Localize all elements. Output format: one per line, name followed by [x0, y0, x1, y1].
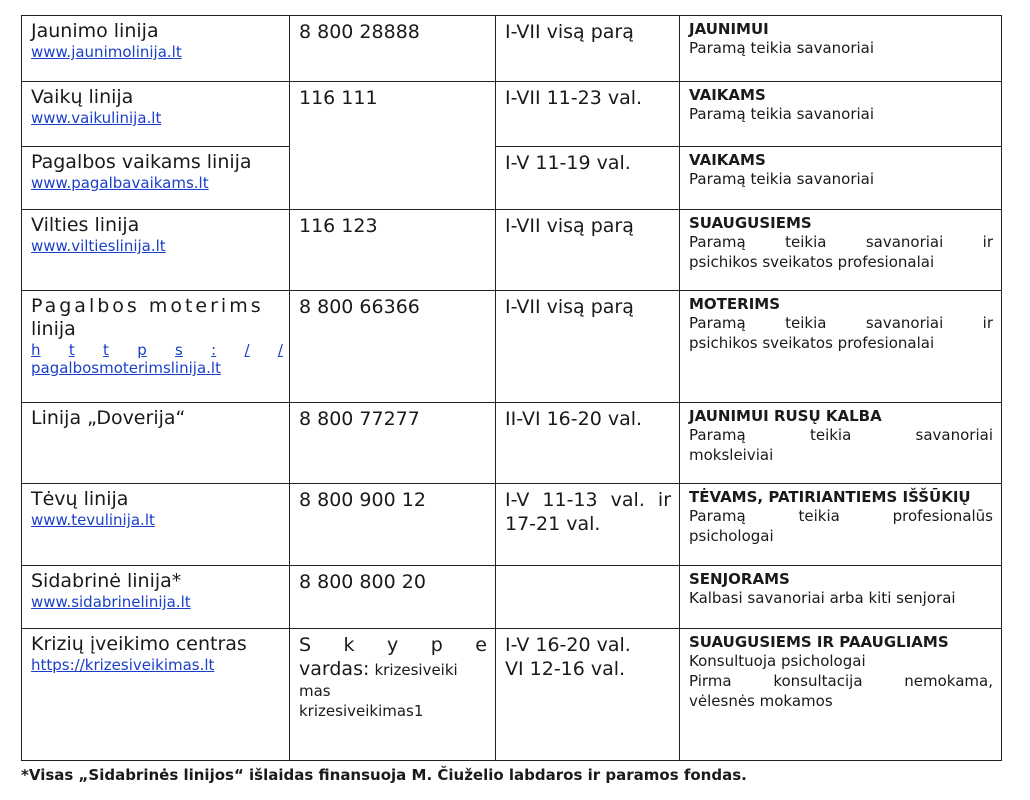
hours: VI 12-16 val. [505, 658, 626, 680]
line-link[interactable]: pagalbosmoterimslinija.lt [31, 359, 221, 377]
phone-number: 8 800 800 20 [299, 571, 426, 593]
line-name: Vilties linija [31, 214, 140, 236]
phone-number: 8 800 28888 [299, 21, 420, 43]
skype-label: S k y p e [299, 634, 487, 656]
line-name: Tėvų linija [31, 488, 129, 510]
hours: I-VII visą parą [505, 215, 634, 237]
audience-cell [680, 147, 1002, 210]
audience-description: Paramą teikia savanoriai [689, 105, 875, 123]
line-name-cell [22, 147, 290, 210]
phone-cell [290, 210, 496, 291]
line-name: Pagalbos moterims [31, 295, 264, 317]
table-row [22, 210, 1002, 291]
audience-description: Paramą teikia savanoriai ir [689, 233, 993, 251]
line-link[interactable]: www.jaunimolinija.lt [31, 43, 182, 61]
hours: I-V 16-20 val. [505, 634, 631, 656]
line-name: Krizių įveikimo centras [31, 633, 247, 655]
line-link[interactable]: https://krizesiveikimas.lt [31, 656, 215, 674]
audience-cell [680, 82, 1002, 147]
hours-cell [496, 403, 680, 484]
hours: I-VII visą parą [505, 21, 634, 43]
table-row [22, 484, 1002, 566]
phone-cell [290, 403, 496, 484]
table-row [22, 566, 1002, 629]
phone-cell [290, 484, 496, 566]
line-name-cell [22, 16, 290, 82]
skype-name: krizesiveikimas1 [299, 702, 424, 720]
phone-number: 116 111 [299, 87, 378, 109]
audience-description: Pirma konsultacija nemokama, [689, 672, 993, 690]
hours-cell [496, 629, 680, 761]
line-name: Vaikų linija [31, 86, 134, 108]
audience-description: Paramą teikia profesionalūs [689, 507, 993, 525]
phone-cell [290, 291, 496, 403]
hours-cell [496, 484, 680, 566]
hours-cell [496, 291, 680, 403]
audience-category: TĖVAMS, PATIRIANTIEMS IŠŠŪKIŲ [689, 488, 971, 506]
audience-description: Paramą teikia savanoriai ir [689, 314, 993, 332]
audience-description: psichikos sveikatos profesionalai [689, 253, 935, 271]
audience-description: Konsultuoja psichologai [689, 652, 866, 670]
line-name-cell [22, 566, 290, 629]
audience-cell [680, 629, 1002, 761]
line-name-cell [22, 291, 290, 403]
skype-name: mas [299, 682, 331, 700]
hours: I-V 11-19 val. [505, 152, 631, 174]
line-name-cell [22, 210, 290, 291]
audience-description: vėlesnės mokamos [689, 692, 833, 710]
line-link[interactable]: www.tevulinija.lt [31, 511, 155, 529]
audience-description: Paramą teikia savanoriai [689, 170, 875, 188]
hours-cell [496, 210, 680, 291]
audience-description: Paramą teikia savanoriai [689, 426, 993, 444]
table-row [22, 16, 1002, 82]
hours: 17-21 val. [505, 513, 601, 535]
audience-category: VAIKAMS [689, 151, 766, 169]
audience-category: VAIKAMS [689, 86, 766, 104]
line-link[interactable]: www.viltieslinija.lt [31, 237, 166, 255]
audience-description: psichologai [689, 527, 774, 545]
hours-cell [496, 566, 680, 629]
line-name: linija [31, 318, 76, 340]
line-link[interactable]: www.pagalbavaikams.lt [31, 174, 209, 192]
audience-cell [680, 210, 1002, 291]
audience-cell [680, 484, 1002, 566]
table-row [22, 82, 1002, 147]
audience-category: SUAUGUSIEMS [689, 214, 812, 232]
audience-cell [680, 566, 1002, 629]
audience-description: psichikos sveikatos profesionalai [689, 334, 935, 352]
audience-category: JAUNIMUI [689, 20, 769, 38]
audience-description: moksleiviai [689, 446, 774, 464]
line-link[interactable]: www.sidabrinelinija.lt [31, 593, 191, 611]
line-link[interactable]: www.vaikulinija.lt [31, 109, 162, 127]
hours: I-VII 11-23 val. [505, 87, 643, 109]
helplines-table [21, 15, 1002, 761]
phone-number: 8 800 66366 [299, 296, 420, 318]
line-name: Pagalbos vaikams linija [31, 151, 252, 173]
line-name-cell [22, 403, 290, 484]
hours-cell [496, 82, 680, 147]
footnote: *Visas „Sidabrinės linijos“ išlaidas finansuoja M. Čiuželio labdaros ir paramos fondas. [21, 766, 747, 784]
line-name-cell [22, 629, 290, 761]
audience-description: Paramą teikia savanoriai [689, 39, 875, 57]
hours: I-V 11-13 val. ir [505, 489, 671, 511]
phone-cell [290, 82, 496, 210]
table-row [22, 147, 1002, 210]
audience-category: MOTERIMS [689, 295, 781, 313]
audience-category: JAUNIMUI RUSŲ KALBA [689, 407, 882, 425]
phone-number: 8 800 77277 [299, 408, 420, 430]
hours-cell [496, 16, 680, 82]
skype-name: vardas: krizesiveiki [299, 658, 458, 680]
audience-cell [680, 403, 1002, 484]
phone-number: 8 800 900 12 [299, 489, 426, 511]
table-row [22, 291, 1002, 403]
hours: II-VI 16-20 val. [505, 408, 643, 430]
line-name: Sidabrinė linija* [31, 570, 182, 592]
phone-cell [290, 566, 496, 629]
line-link[interactable]: h t t p s : / / [31, 341, 283, 359]
table-row [22, 403, 1002, 484]
phone-cell [290, 629, 496, 761]
hours-cell [496, 147, 680, 210]
hours: I-VII visą parą [505, 296, 634, 318]
audience-category: SUAUGUSIEMS IR PAAUGLIAMS [689, 633, 949, 651]
table-row [22, 629, 1002, 761]
line-name: Linija „Doverija“ [31, 407, 186, 429]
audience-category: SENJORAMS [689, 570, 790, 588]
phone-cell [290, 16, 496, 82]
line-name-cell [22, 484, 290, 566]
audience-description: Kalbasi savanoriai arba kiti senjorai [689, 589, 956, 607]
line-name-cell [22, 82, 290, 147]
line-name: Jaunimo linija [31, 20, 159, 42]
phone-number: 116 123 [299, 215, 378, 237]
audience-cell [680, 291, 1002, 403]
audience-cell [680, 16, 1002, 82]
